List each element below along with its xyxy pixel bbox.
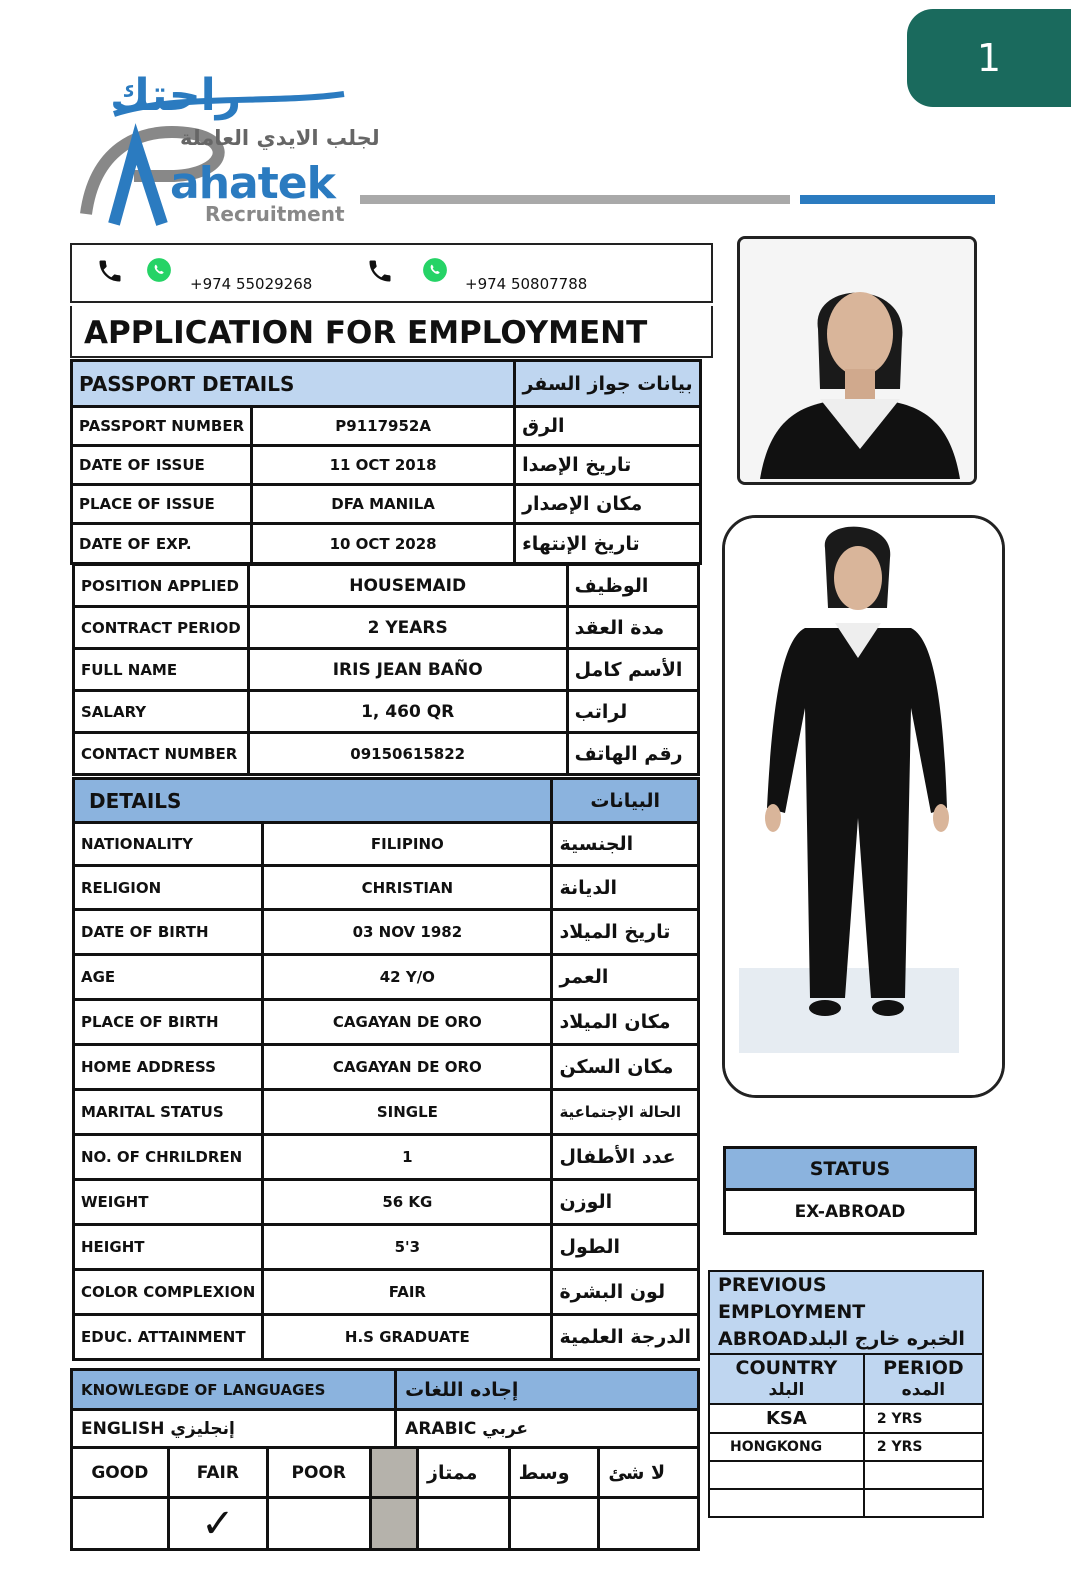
table-row [74, 691, 699, 733]
column-header-period-en: PERIOD [883, 1357, 964, 1379]
level-good: GOOD [72, 1448, 169, 1498]
table-row [74, 1000, 699, 1045]
field-label: SALARY [74, 691, 249, 733]
field-label: RELIGION [74, 866, 263, 910]
previous-employment-header [709, 1271, 983, 1354]
check-cell-average [509, 1498, 599, 1550]
table-row [74, 955, 699, 1000]
field-label-ar: الدرجة العلمية [552, 1315, 699, 1360]
field-label: FULL NAME [74, 649, 249, 691]
table-row [72, 446, 701, 485]
logo-english-name: ahatek [170, 158, 335, 209]
field-label-ar: العمر [552, 955, 699, 1000]
passport-header-ar: بيانات جواز السفر [515, 361, 701, 407]
level-average-ar: وسط [509, 1448, 599, 1498]
employment-period [864, 1489, 983, 1517]
table-row [74, 1045, 699, 1090]
languages-table [70, 1368, 700, 1449]
field-value: 09150615822 [248, 733, 567, 775]
passport-table [70, 359, 702, 565]
table-row [74, 1315, 699, 1360]
field-value: 42 Y/O [263, 955, 552, 1000]
position-table [72, 563, 700, 776]
field-label: WEIGHT [74, 1180, 263, 1225]
field-label: CONTACT NUMBER [74, 733, 249, 775]
table-row [72, 524, 701, 564]
table-row [72, 485, 701, 524]
field-label: POSITION APPLIED [74, 565, 249, 607]
table-row [74, 1270, 699, 1315]
field-value: 2 YEARS [248, 607, 567, 649]
table-row [74, 1225, 699, 1270]
check-cell-poor [268, 1498, 371, 1550]
check-cell-none [599, 1498, 699, 1550]
logo-english-tagline: Recruitment [205, 202, 345, 226]
field-value: FAIR [263, 1270, 552, 1315]
employment-country: HONGKONG [709, 1433, 864, 1461]
table-row [74, 823, 699, 866]
field-label-ar: مدة العقد [567, 607, 698, 649]
field-label-ar: تاريخ الميلاد [552, 910, 699, 955]
table-row [74, 1090, 699, 1135]
contact-phone-2: +974 50807788 [465, 275, 588, 293]
languages-header-en: KNOWLEGDE OF LANGUAGES [72, 1370, 396, 1410]
check-cell-good [72, 1498, 169, 1550]
field-label-ar: رقم الهاتف [567, 733, 698, 775]
table-row [72, 407, 701, 446]
field-label-ar: الطول [552, 1225, 699, 1270]
field-value: SINGLE [263, 1090, 552, 1135]
field-label: PLACE OF BIRTH [74, 1000, 263, 1045]
languages-header-ar: إجاده اللغات [396, 1370, 699, 1410]
field-value: H.S GRADUATE [263, 1315, 552, 1360]
table-row [74, 910, 699, 955]
language-english: ENGLISH إنجليزي [72, 1410, 396, 1448]
table-row [709, 1489, 983, 1517]
table-row [74, 649, 699, 691]
field-label-ar: الرق [515, 407, 701, 446]
column-header-country-ar: البلد [768, 1380, 805, 1400]
field-label-ar: تاريخ الإصدا [515, 446, 701, 485]
column-header-country-en: COUNTRY [735, 1357, 838, 1379]
status-table [723, 1146, 977, 1235]
field-label-ar: الحالة الإجتماعية [552, 1090, 699, 1135]
phone-icon [366, 257, 394, 285]
field-label-ar: مكان الميلاد [552, 1000, 699, 1045]
field-label: NO. OF CHRILDREN [74, 1135, 263, 1180]
language-arabic: ARABIC عربي [396, 1410, 699, 1448]
contact-box [70, 243, 713, 303]
grey-separator-cell [370, 1498, 418, 1550]
field-label: MARITAL STATUS [74, 1090, 263, 1135]
form-title: APPLICATION FOR EMPLOYMENT [70, 306, 713, 358]
field-label-ar: الديانة [552, 866, 699, 910]
employment-country [709, 1489, 864, 1517]
whatsapp-icon [146, 257, 172, 283]
field-label-ar: الوظيف [567, 565, 698, 607]
header-divider-grey [360, 195, 790, 204]
field-value: P9117952A [252, 407, 515, 446]
applicant-full-body-photo [722, 515, 1005, 1098]
employment-period [864, 1461, 983, 1489]
field-value: IRIS JEAN BAÑO [248, 649, 567, 691]
table-row [74, 565, 699, 607]
field-value: 5'3 [263, 1225, 552, 1270]
header-divider-blue [800, 195, 995, 204]
column-header-period [864, 1354, 983, 1404]
table-row [74, 607, 699, 649]
field-label-ar: الوزن [552, 1180, 699, 1225]
level-fair: FAIR [168, 1448, 267, 1498]
applicant-headshot-photo [737, 236, 977, 485]
field-value: CAGAYAN DE ORO [263, 1045, 552, 1090]
field-label-ar: لراتب [567, 691, 698, 733]
field-value: DFA MANILA [252, 485, 515, 524]
grey-separator-cell [370, 1448, 418, 1498]
field-value: CHRISTIAN [263, 866, 552, 910]
field-label: EDUC. ATTAINMENT [74, 1315, 263, 1360]
table-row [709, 1461, 983, 1489]
details-header-ar: البيانات [552, 779, 699, 823]
previous-employment-table [708, 1270, 984, 1518]
employment-period: 2 YRS [864, 1433, 983, 1461]
employment-country: KSA [709, 1404, 864, 1433]
field-label: HOME ADDRESS [74, 1045, 263, 1090]
field-label: DATE OF EXP. [72, 524, 252, 564]
logo-arabic-name: راحتك [110, 70, 242, 121]
field-label: COLOR COMPLEXION [74, 1270, 263, 1315]
field-value: FILIPINO [263, 823, 552, 866]
field-label-ar: عدد الأطفال [552, 1135, 699, 1180]
passport-header-en: PASSPORT DETAILS [72, 361, 515, 407]
field-value: 03 NOV 1982 [263, 910, 552, 955]
table-row [74, 866, 699, 910]
language-levels-table [70, 1446, 700, 1551]
field-label: NATIONALITY [74, 823, 263, 866]
field-label-ar: الجنسية [552, 823, 699, 866]
level-none-ar: لا شئ [599, 1448, 699, 1498]
previous-employment-header-en: PREVIOUS EMPLOYMENT ABROAD [718, 1274, 866, 1350]
check-mark-icon: ✓ [168, 1498, 267, 1550]
table-row [74, 1180, 699, 1225]
check-cell-excellent [418, 1498, 510, 1550]
field-value: HOUSEMAID [248, 565, 567, 607]
field-value: 56 KG [263, 1180, 552, 1225]
column-header-country [709, 1354, 864, 1404]
field-label-ar: الأسم كامل [567, 649, 698, 691]
table-row [709, 1433, 983, 1461]
employment-period: 2 YRS [864, 1404, 983, 1433]
field-label: HEIGHT [74, 1225, 263, 1270]
field-label: DATE OF BIRTH [74, 910, 263, 955]
field-label: PLACE OF ISSUE [72, 485, 252, 524]
level-excellent-ar: ممتاز [418, 1448, 510, 1498]
field-value: 1 [263, 1135, 552, 1180]
field-value: 1, 460 QR [248, 691, 567, 733]
details-table [72, 777, 700, 1361]
employment-country [709, 1461, 864, 1489]
level-poor: POOR [268, 1448, 371, 1498]
status-header: STATUS [725, 1148, 976, 1190]
contact-phone-1: +974 55029268 [190, 275, 313, 293]
phone-icon [96, 257, 124, 285]
page-number-badge: 1 [907, 9, 1071, 107]
details-header-en: DETAILS [74, 779, 552, 823]
field-label: DATE OF ISSUE [72, 446, 252, 485]
field-value: 10 OCT 2028 [252, 524, 515, 564]
table-row [709, 1404, 983, 1433]
field-value: 11 OCT 2018 [252, 446, 515, 485]
logo-arabic-tagline: لجلب الايدي العاملة [180, 126, 380, 150]
field-value: CAGAYAN DE ORO [263, 1000, 552, 1045]
field-label-ar: لون البشرة [552, 1270, 699, 1315]
field-label-ar: مكان السكن [552, 1045, 699, 1090]
field-label: CONTRACT PERIOD [74, 607, 249, 649]
table-row [74, 1135, 699, 1180]
column-header-period-ar: المده [901, 1380, 946, 1400]
field-label: AGE [74, 955, 263, 1000]
table-row [74, 733, 699, 775]
field-label-ar: تاريخ الإنتهاء [515, 524, 701, 564]
previous-employment-header-ar: الخبره خارج البلد [807, 1328, 965, 1350]
field-label: PASSPORT NUMBER [72, 407, 252, 446]
whatsapp-icon [422, 257, 448, 283]
status-value: EX-ABROAD [725, 1190, 976, 1234]
field-label-ar: مكان الإصدار [515, 485, 701, 524]
